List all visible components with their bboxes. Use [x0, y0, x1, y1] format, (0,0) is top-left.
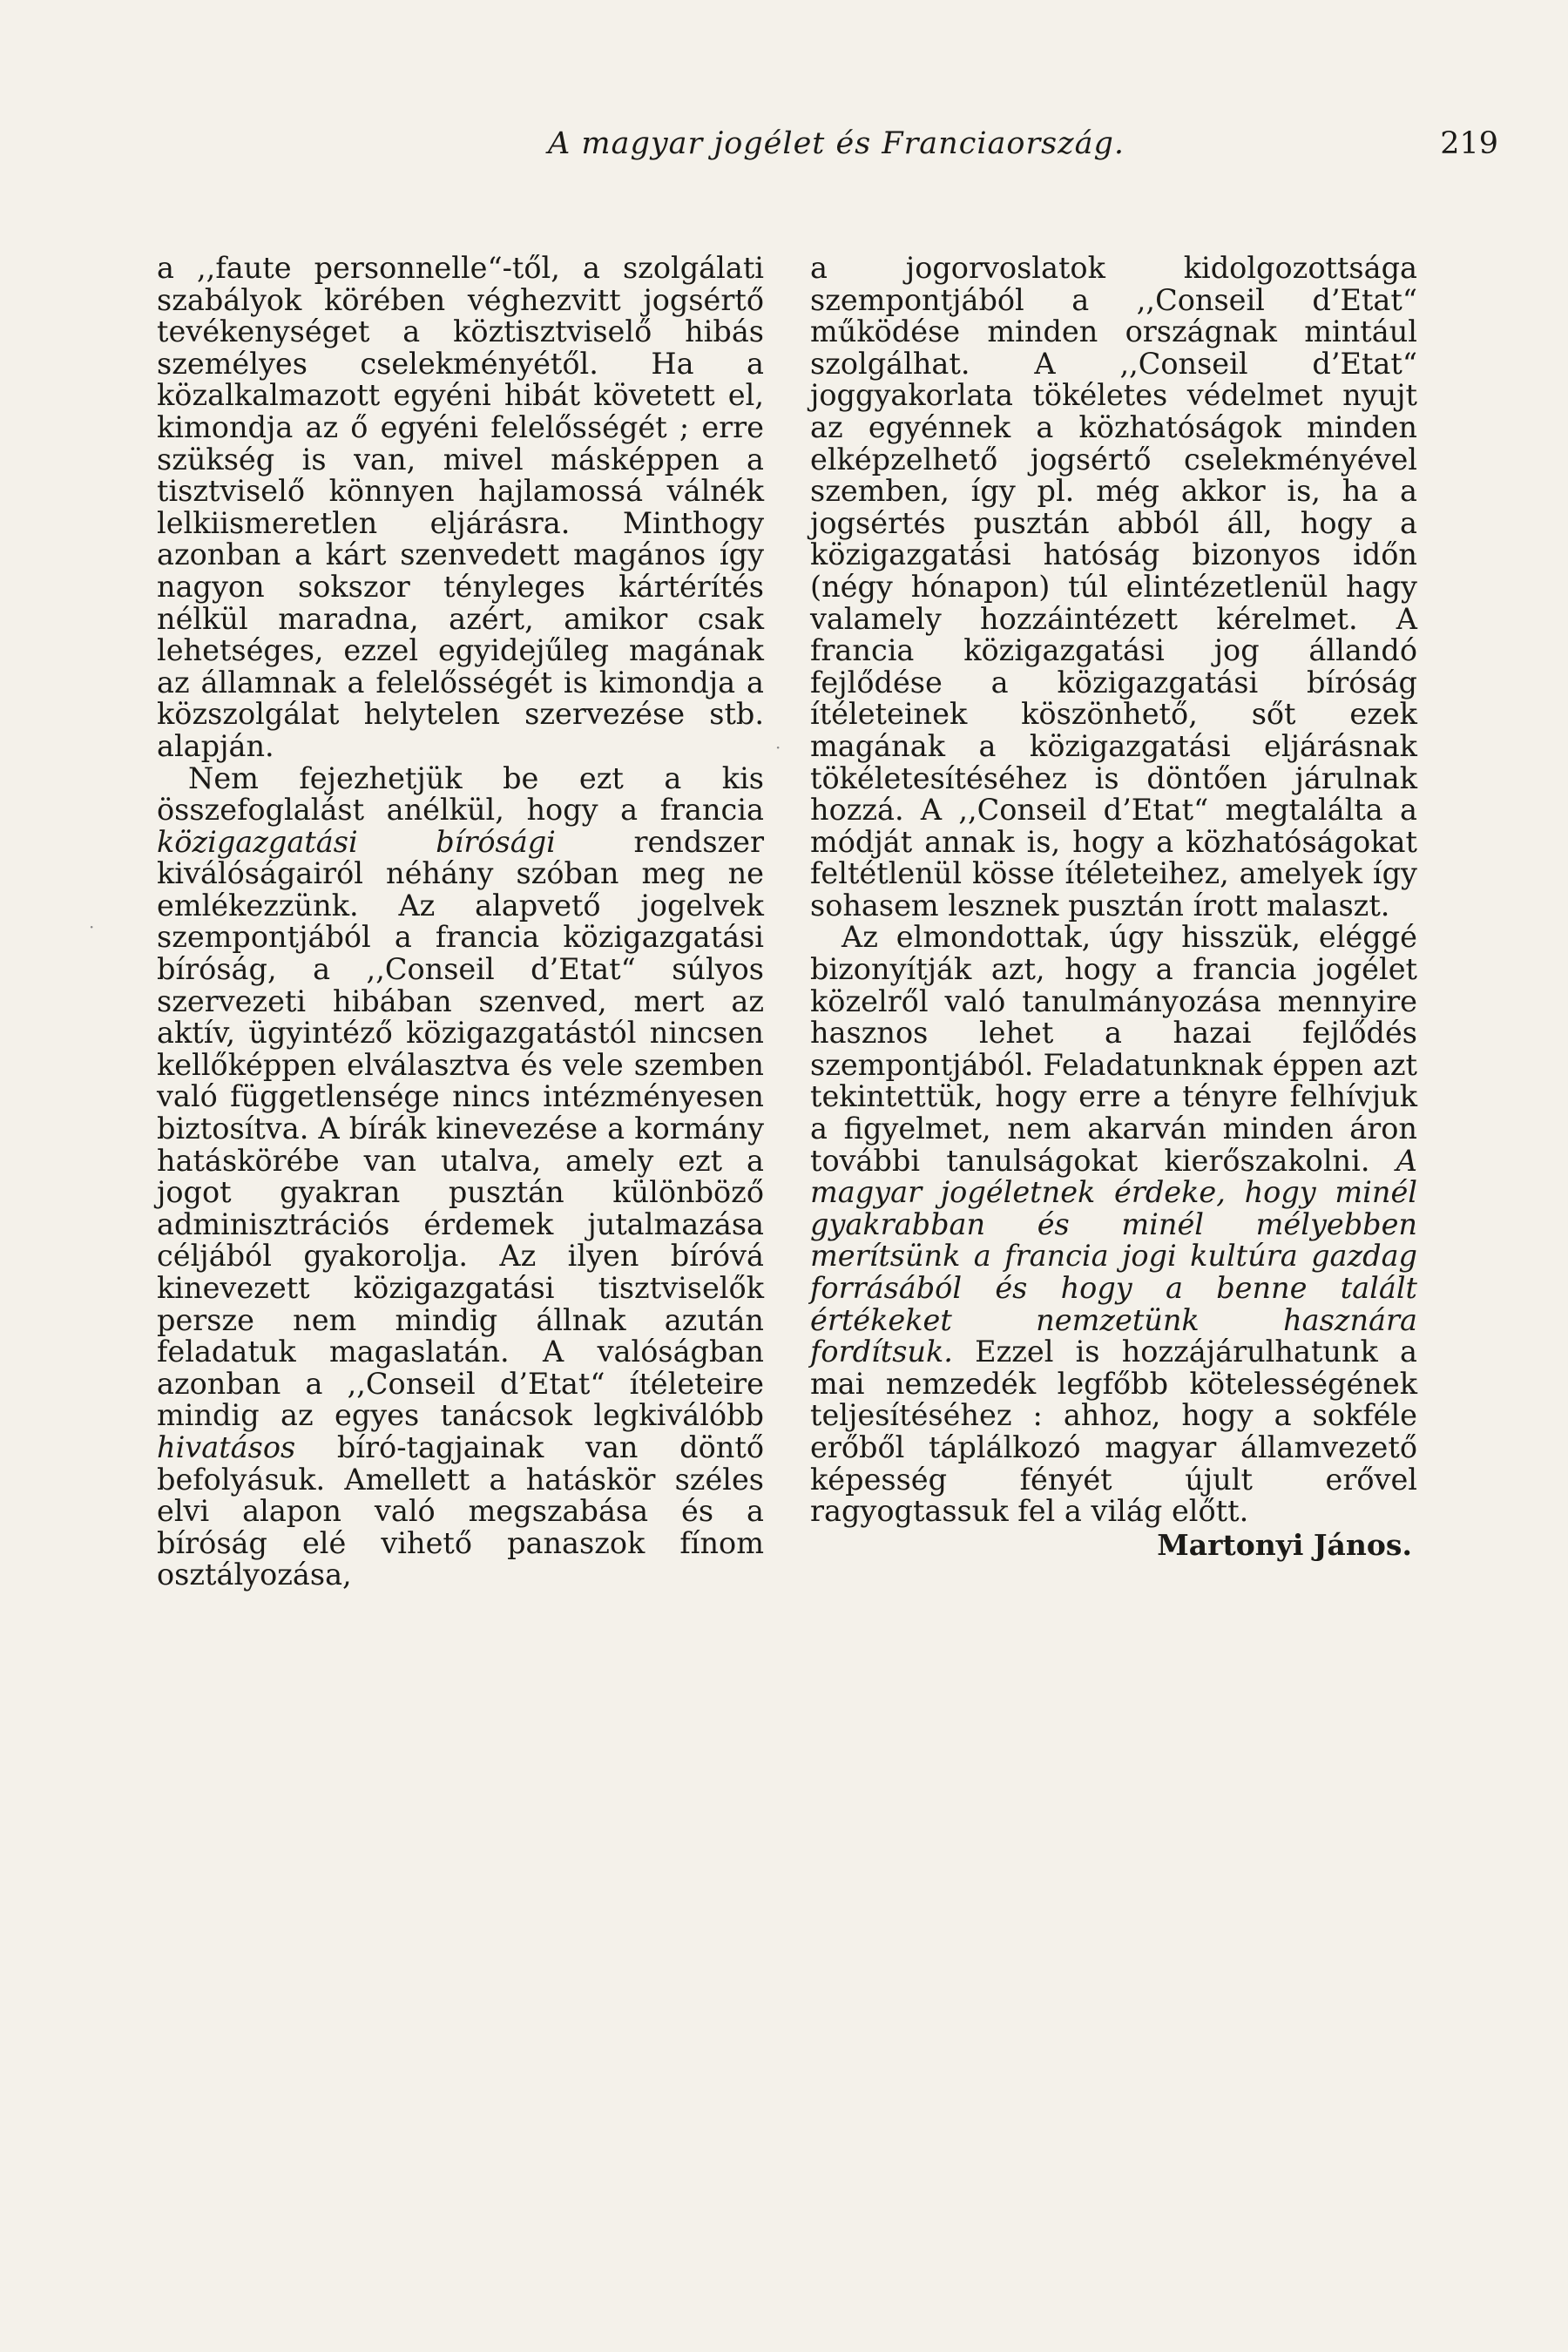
right-paragraph-1 [810, 253, 1417, 922]
italic-text-run: A magyar jogéletnek érdeke, hogy minél gyakrabban és minél mélyebben merítsünk a francia jogi kultúra gazdag forrásából és hogy a benne talált értékeket nemzetünk hasznára fordítsuk. [810, 1143, 1417, 1369]
text-run: bíró-tagjainak van döntő befolyásuk. Amellett a hatáskör széles elvi alapon való megszabása és a bíróság elé vihető panaszok fínom osztályozása, [157, 1429, 764, 1592]
page-number: 219 [1440, 126, 1498, 161]
text-run: rendszer kiválóságairól néhány szóban meg ne emlékezzünk. Az alapvető jogelvek szempontjából a francia közigazgatási bíróság, a ,,Conseil d’Etat“ súlyos szervezeti hibában szenved, mert az aktív, ügyintéző közigazgatástól nincsen kellőképpen elválasztva és vele szemben való függetlensége nincs intézményesen biztosítva. A bírák kinevezése a kormány hatáskörébe van utalva, amely ezt a jogot gyakran pusztán különböző adminisztrációs érdemek jutalmazása céljából gyakorolja. Az ilyen bíróvá kinevezett közigazgatási tisztviselők persze nem mindig állnak azután feladatuk magaslatán. A valóságban azonban a ,,Conseil d’Etat“ ítéleteire mindig az egyes tanácsok legkiválóbb [157, 824, 764, 1433]
left-column [157, 253, 764, 1592]
left-paragraph-2 [157, 760, 764, 1592]
text-run: Nem fejezhetjük be ezt a kis összefoglalást anélkül, hogy a francia [157, 760, 764, 828]
author-signature: Martonyi János. [1157, 1527, 1412, 1562]
text-run: Ezzel is hozzájárulhatunk a mai nemzedék legfőbb kötelességének teljesítéséhez : ahhoz, hogy a sokféle erőből táplálkozó magyar államvezető képesség fényét újult erővel ragyogtassuk fel a világ előtt. [810, 1335, 1417, 1529]
right-paragraph-2 [810, 922, 1417, 1527]
italic-text-run: közigazgatási bírósági [157, 824, 556, 859]
text-run: Az elmondottak, úgy hisszük, eléggé bizonyítják azt, hogy a francia jogélet közelről való tanulmányozása mennyire hasznos lehet a hazai fejlődés szempontjából. Feladatunknak éppen azt tekintettük, hogy erre a tényre felhívjuk a figyelmet, nem akarván minden áron további tanulságokat kierőszakolni. [810, 920, 1417, 1178]
italic-text-run: hivatásos [157, 1429, 296, 1464]
page-header [157, 125, 1516, 168]
right-column [810, 253, 1417, 1561]
margin-speck: · [775, 737, 781, 758]
text-run: a ,,faute personnelle“-től, a szolgálati szabályok körében véghezvitt jogsértő tevékenységet a köztisztviselő hibás személyes cselekményétől. Ha a közalkalmazott egyéni hibát követett el, kimondja az ő egyéni felelősségét ; erre szükség is van, mivel másképpen a tisztviselő könnyen hajlamossá válnék lelkiismeretlen eljárásra. Minthogy azonban a kárt szenvedett magános így nagyon sokszor tényleges kártérítés nélkül maradna, azért, amikor csak lehetséges, ezzel egyidejűleg magának az államnak a felelősségét is kimondja a közszolgálat helytelen szervezése stb. alapján. [157, 251, 764, 763]
running-title: A magyar jogélet és Franciaország. [548, 126, 1125, 161]
text-run: a jogorvoslatok kidolgozottsága szempontjából a ,,Conseil d’Etat“ működése minden országnak mintául szolgálhat. A ,,Conseil d’Etat“ joggyakorlata tökéletes védelmet nyujt az egyénnek a közhatóságok minden elképzelhető jogsértő cselekményével szemben, így pl. még akkor is, ha a jogsértés pusztán abból áll, hogy a közigazgatási hatóság bizonyos időn (négy hónapon) túl elintézetlenül hagy valamely hozzáintézett kérelmet. A francia közigazgatási jog állandó fejlődése a közigazgatási bíróság ítéleteinek köszönhető, sőt ezek magának a közigazgatási eljárásnak tökéletesítéséhez is döntően járulnak hozzá. A ,,Conseil d’Etat“ megtalálta a módját annak is, hogy a közhatóságokat feltétlenül kösse ítéleteihez, amelyek így sohasem lesznek pusztán írott malaszt. [810, 251, 1417, 923]
left-paragraph-1 [157, 253, 764, 763]
margin-speck: · [89, 916, 95, 937]
